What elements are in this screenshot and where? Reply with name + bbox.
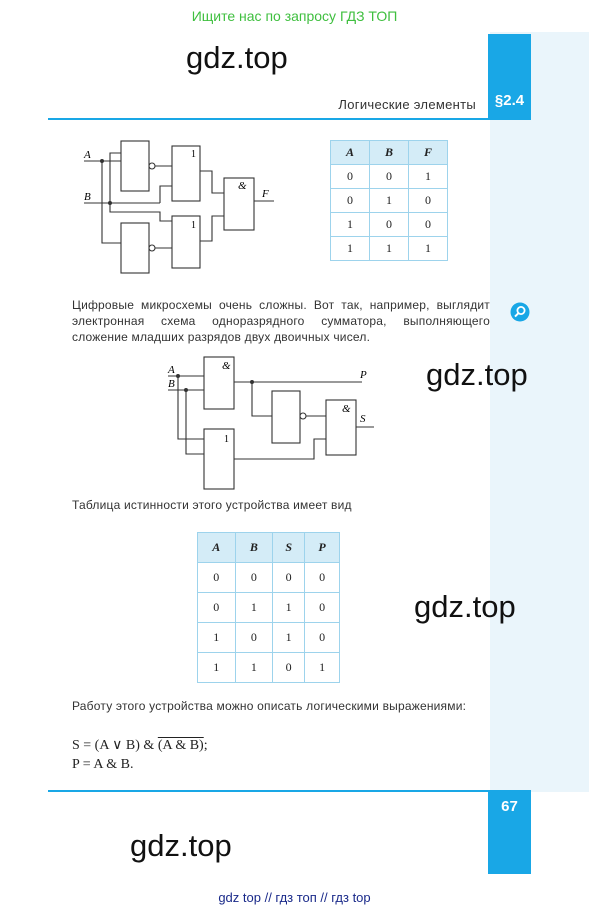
section-label: §2.4 bbox=[494, 92, 525, 109]
table-cell: 1 bbox=[331, 237, 370, 261]
table-cell: 0 bbox=[235, 563, 273, 593]
chapter-title: Логические элементы bbox=[338, 97, 476, 112]
table-row bbox=[198, 563, 340, 593]
table-cell: 1 bbox=[370, 189, 409, 213]
watermark: gdz.top bbox=[414, 589, 516, 624]
input-label-b: B bbox=[84, 191, 91, 203]
table-row bbox=[331, 189, 448, 213]
table-cell: 0 bbox=[409, 213, 448, 237]
table-cell: 0 bbox=[409, 189, 448, 213]
formula-s-prefix: S = (A ∨ B) & bbox=[72, 738, 158, 753]
table-cell: 1 bbox=[305, 653, 340, 683]
table-cell: 1 bbox=[409, 165, 448, 189]
and-gate-label: & bbox=[342, 403, 351, 415]
or-gate-label: 1 bbox=[191, 220, 196, 231]
table-header-row bbox=[198, 533, 340, 563]
table-cell: 0 bbox=[370, 165, 409, 189]
table-cell: 0 bbox=[198, 593, 236, 623]
logic-circuit-diagram bbox=[74, 136, 284, 276]
not-gate-box bbox=[272, 391, 300, 443]
table-cell: 0 bbox=[305, 593, 340, 623]
footer-links[interactable]: gdz top // гдз топ // гдз top bbox=[218, 890, 371, 905]
table-row bbox=[331, 165, 448, 189]
page-number: 67 bbox=[501, 798, 518, 815]
table-cell: 0 bbox=[370, 213, 409, 237]
table-header: A bbox=[198, 533, 236, 563]
formula-s bbox=[72, 737, 208, 754]
table-header-row bbox=[331, 141, 448, 165]
table-cell: 1 bbox=[273, 593, 305, 623]
table-cell: 1 bbox=[331, 213, 370, 237]
watermark: gdz.top bbox=[426, 357, 528, 392]
formula-p: P = A & B. bbox=[72, 757, 134, 772]
table-header: A bbox=[331, 141, 370, 165]
table-cell: 1 bbox=[235, 653, 273, 683]
table-header: P bbox=[305, 533, 340, 563]
top-rule bbox=[48, 118, 531, 120]
not-gate-box bbox=[121, 141, 149, 191]
table-cell: 0 bbox=[198, 563, 236, 593]
table-header: S bbox=[273, 533, 305, 563]
table-cell: 1 bbox=[409, 237, 448, 261]
table-row bbox=[331, 237, 448, 261]
input-label-a: A bbox=[168, 364, 175, 376]
table-header: F bbox=[409, 141, 448, 165]
table-cell: 0 bbox=[331, 189, 370, 213]
output-label-f: F bbox=[262, 188, 269, 200]
or-gate-box bbox=[204, 429, 234, 489]
table-cell: 0 bbox=[331, 165, 370, 189]
table-row bbox=[198, 653, 340, 683]
output-label-p: P bbox=[360, 369, 367, 381]
header-search-link[interactable]: Ищите нас по запросу ГДЗ ТОП bbox=[191, 8, 398, 24]
table-cell: 0 bbox=[273, 563, 305, 593]
table-cell: 0 bbox=[305, 563, 340, 593]
and-gate-box bbox=[326, 400, 356, 455]
table-header: B bbox=[235, 533, 273, 563]
not-gate-bubble bbox=[149, 245, 155, 251]
table-cell: 0 bbox=[235, 623, 273, 653]
table-cell: 0 bbox=[305, 623, 340, 653]
table-row bbox=[331, 213, 448, 237]
not-gate-bubble bbox=[149, 163, 155, 169]
input-label-b: B bbox=[168, 378, 175, 390]
table-cell: 1 bbox=[370, 237, 409, 261]
paragraph-expressions-intro: Работу этого устройства можно описать логическими выражениями: bbox=[72, 699, 467, 713]
table-row bbox=[198, 593, 340, 623]
formula-s-negated: (A & B) bbox=[157, 738, 204, 753]
input-label-a: A bbox=[84, 149, 91, 161]
bottom-rule bbox=[48, 790, 531, 792]
output-label-s: S bbox=[360, 413, 366, 425]
table-row bbox=[198, 623, 340, 653]
margin-strip bbox=[490, 32, 589, 792]
not-gate-bubble bbox=[300, 413, 306, 419]
or-gate-label: 1 bbox=[191, 149, 196, 160]
table-cell: 0 bbox=[273, 653, 305, 683]
paragraph-adder-intro: Цифровые микросхемы очень сложны. Вот так, например, выглядит электронная схема одноразрядного сумматора, выполняющего сложение младших разрядов двух двоичных чисел. bbox=[72, 298, 490, 344]
table-cell: 1 bbox=[198, 623, 236, 653]
not-gate-box bbox=[121, 223, 149, 273]
formula-s-suffix: ; bbox=[203, 738, 208, 753]
search-icon[interactable] bbox=[510, 302, 530, 322]
watermark: gdz.top bbox=[130, 828, 232, 863]
table-cell: 1 bbox=[273, 623, 305, 653]
table-header: B bbox=[370, 141, 409, 165]
and-gate-label: & bbox=[238, 180, 247, 192]
and-gate-label: & bbox=[222, 360, 231, 372]
watermark: gdz.top bbox=[186, 40, 288, 75]
or-gate-label: 1 bbox=[224, 434, 229, 445]
paragraph-table-intro: Таблица истинности этого устройства имеет вид bbox=[72, 498, 352, 512]
truth-table-1 bbox=[330, 140, 448, 261]
adder-circuit-diagram bbox=[164, 354, 384, 494]
truth-table-2 bbox=[197, 532, 340, 683]
table-cell: 1 bbox=[235, 593, 273, 623]
table-cell: 1 bbox=[198, 653, 236, 683]
